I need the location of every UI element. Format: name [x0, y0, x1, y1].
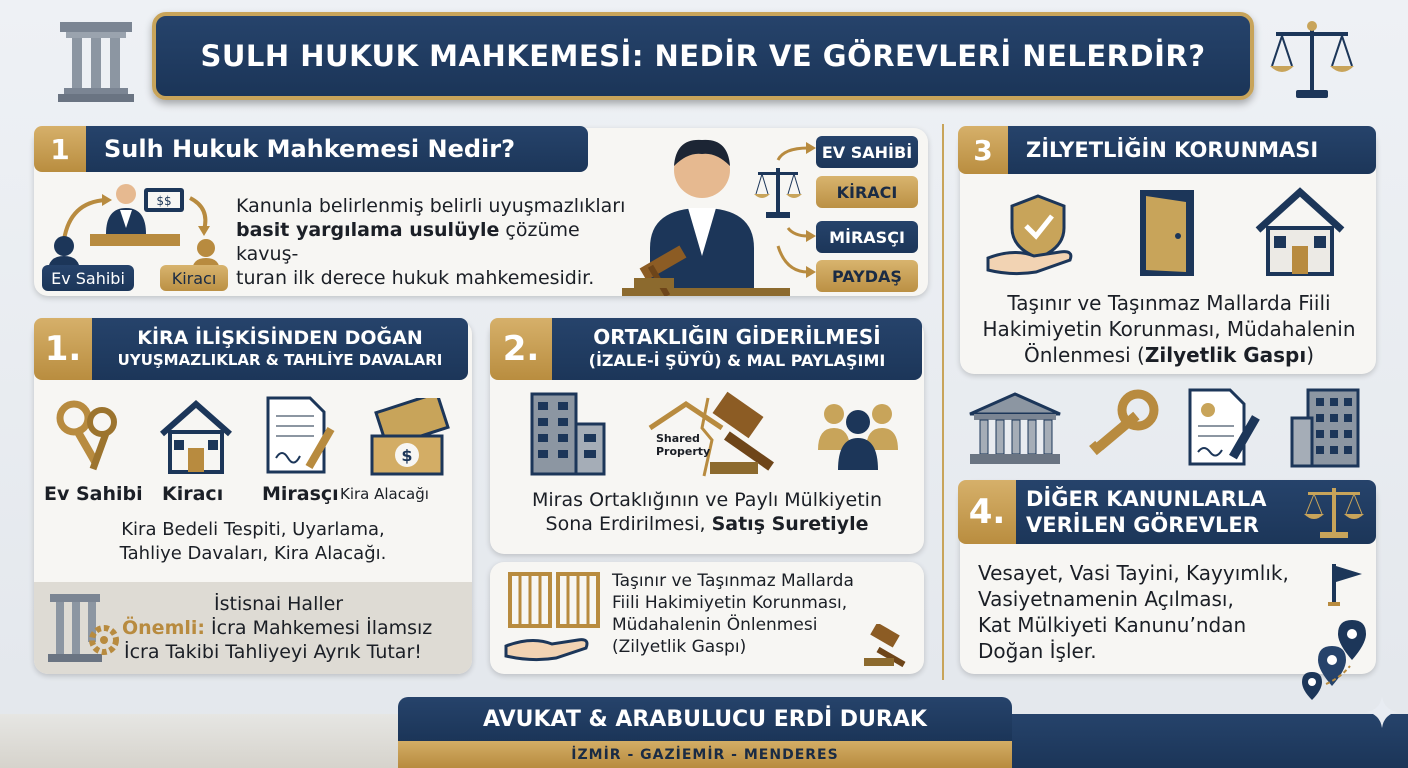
- section-ortaklik-description: Miras Ortaklığının ve Paylı Mülkiyetin Sona Erdirilmesi, Satış Suretiyle: [532, 489, 882, 535]
- section-ortaklik-sub-text: Taşınır ve Taşınmaz Mallarda Fiili Hakimiyetin Korunması, Müdahalenin Önlenmesi (Zilyetlik Gaspı): [612, 571, 854, 657]
- bottom-band-right: [1012, 714, 1408, 768]
- page-title-banner: [152, 12, 1254, 100]
- section-ortaklik-number: 2.: [490, 318, 552, 380]
- money-icon: [366, 398, 450, 478]
- shield-hand-icon: [984, 192, 1080, 278]
- section-kira-description: Kira Bedeli Tespiti, Uyarlama, Tahliye Davaları, Kira Alacağı.: [119, 519, 387, 564]
- gavel-icon-small: [862, 624, 920, 668]
- scales-icon-top-right: [1266, 18, 1358, 102]
- keys-icon: [54, 398, 126, 476]
- column-divider: [942, 124, 944, 680]
- icon-label-kira-alacagi: Kira Alacağı: [340, 485, 429, 503]
- icon-label-ev-sahibi: Ev Sahibi: [44, 483, 143, 505]
- section-diger-description: Vesayet, Vasi Tayini, Kayyımlık, Vasiyetnamenin Açılması, Kat Mülkiyeti Kanunu’ndan Doğan İşler.: [978, 561, 1289, 663]
- column-gear-icon: [46, 592, 120, 666]
- sparkle-icon: [1364, 694, 1400, 730]
- house-icon: [158, 398, 234, 476]
- section-intro-description: Kanunla belirlenmiş belirli uyuşmazlıkları basit yargılama usulüyle çözüme kavuş- turan ilk derece hukuk mahkemesidir.: [236, 195, 626, 289]
- page-title: SULH HUKUK MAHKEMESİ: NEDİR VE GÖREVLERİ NELERDİR?: [200, 39, 1206, 73]
- flag-icon: [1326, 562, 1366, 608]
- role-arrows: [774, 136, 820, 286]
- section-zilyet-number: 3: [958, 126, 1008, 174]
- role-mirasci: MİRASÇI: [816, 221, 918, 253]
- money-symbol: $$: [156, 194, 172, 208]
- footer-banner: [398, 697, 1012, 768]
- gate-hand-icon: [502, 570, 610, 666]
- section-diger-number: 4.: [958, 480, 1016, 544]
- courthouse-icon: [966, 388, 1064, 466]
- section-ortaklik-title: ORTAKLIĞIN GİDERİLMESİ (İZALE-İ ŞÜYÛ) & MAL PAYLAŞIMI: [552, 318, 922, 380]
- section-diger-title: DİĞER KANUNLARLA VERİLEN GÖREVLER: [1016, 480, 1376, 544]
- party-left-label: Ev Sahibi: [42, 265, 134, 291]
- document-pen-icon: [1186, 388, 1266, 466]
- scales-icon-diger: [1302, 484, 1366, 540]
- door-icon: [1136, 188, 1198, 278]
- people-group-icon: [814, 392, 902, 472]
- office-building-icon: [1288, 388, 1364, 468]
- map-pins-icon: [1300, 618, 1372, 702]
- section-intro-title: Sulh Hukuk Mahkemesi Nedir?: [86, 126, 588, 172]
- shared-property-label: Shared Property: [656, 432, 711, 458]
- document-signature-icon: [264, 396, 344, 476]
- column-icon-left: [56, 18, 136, 104]
- building-icon: [528, 390, 608, 478]
- svg-text:$: $: [401, 446, 413, 465]
- section-kira-title: KİRA İLİŞKİSİNDEN DOĞAN UYUŞMAZLIKLAR & TAHLİYE DAVALARI: [92, 318, 468, 380]
- role-ev-sahibi: EV SAHİBİ: [816, 136, 918, 168]
- section-zilyet-description: Taşınır ve Taşınmaz Mallarda Fiili Hakimiyetin Korunması, Müdahalenin Önlenmesi (Zilyetlik Gaspı): [982, 291, 1356, 367]
- section-zilyet-title: ZİLYETLİĞİN KORUNMASI: [1008, 126, 1376, 174]
- section-intro-number: 1: [34, 126, 86, 172]
- key-icon: [1084, 388, 1164, 464]
- party-right-label: Kiracı: [160, 265, 228, 291]
- exception-text: İstisnai Haller Önemli: İcra Mahkemesi İlamsız İcra Takibi Tahliyeyi Ayrık Tutar!: [122, 593, 433, 663]
- bottom-band-left: [0, 714, 400, 768]
- footer-name: AVUKAT & ARABULUCU ERDİ DURAK: [398, 697, 1012, 741]
- icon-label-kiraci: Kiracı: [162, 483, 224, 505]
- house-icon-zilyet: [1254, 186, 1346, 278]
- section-kira-number: 1.: [34, 318, 92, 380]
- role-paydas: PAYDAŞ: [816, 260, 918, 292]
- role-kiraci: KİRACI: [816, 176, 918, 208]
- footer-locations: İZMİR - GAZİEMİR - MENDERES: [398, 741, 1012, 768]
- icon-label-mirasci: Mirasçı: [262, 483, 339, 505]
